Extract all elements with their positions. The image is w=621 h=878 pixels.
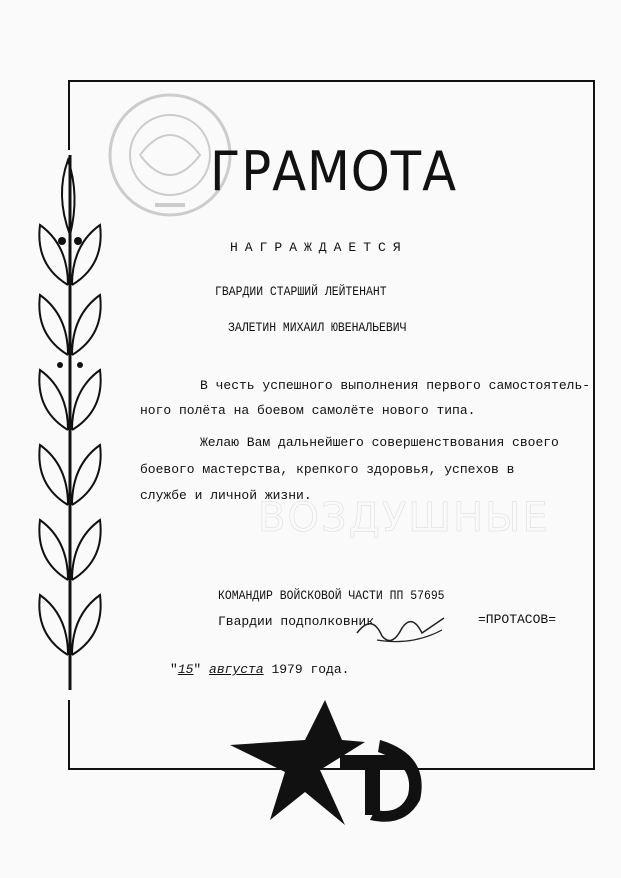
body-line: ного полёта на боевом самолёте нового типа. [140, 403, 476, 418]
body-line: службе и личной жизни. [140, 488, 312, 503]
recipient-name: ЗАЛЕТИН МИХАИЛ ЮВЕНАЛЬЕВИЧ [228, 320, 407, 335]
signatory-title: КОМАНДИР ВОЙСКОВОЙ ЧАСТИ ПП 57695 [218, 588, 445, 603]
signature-icon [352, 608, 447, 648]
date-month: августа [209, 662, 264, 677]
date-year: 1979 года. [271, 662, 350, 677]
certificate-title: ГРАМОТА [210, 140, 457, 203]
frame-left-bottom [68, 700, 70, 770]
signatory-rank: Гвардии подполковник [218, 614, 375, 629]
laurel-branch-icon [30, 155, 110, 700]
recipient-rank: ГВАРДИИ СТАРШИЙ ЛЕЙТЕНАНТ [215, 284, 387, 299]
body-line: Желаю Вам дальнейшего совершенствования своего [200, 435, 559, 450]
issue-date: "15" августа 1979 года. [170, 662, 350, 677]
body-line: В честь успешного выполнения первого самостоятель- [200, 378, 591, 393]
frame-left-top [68, 80, 70, 150]
date-day: 15 [177, 662, 194, 677]
watermark-text: ВОЗДУШНЫЕ [258, 495, 550, 541]
signatory-surname: =ПРОТАСОВ= [478, 612, 557, 627]
body-line: боевого мастерства, крепкого здоровья, успехов в [140, 462, 515, 477]
star-hammer-sickle-icon [230, 700, 430, 830]
awarded-heading: НАГРАЖДАЕТСЯ [230, 240, 408, 255]
